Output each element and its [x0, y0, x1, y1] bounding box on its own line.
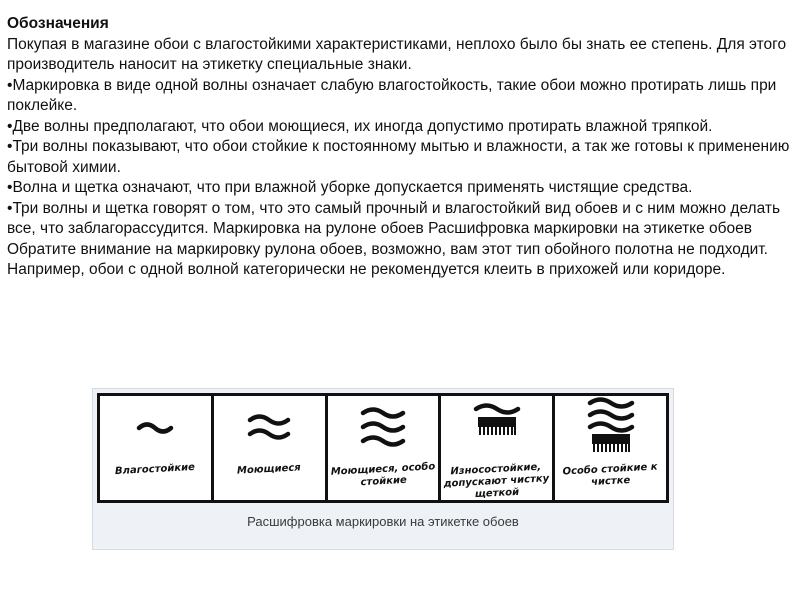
- marking-label: Моющиеся, особо стойкие: [330, 461, 436, 489]
- marking-label: Влагостойкие: [115, 461, 196, 478]
- bullet-two-waves: • Две волны предполагают, что обои моющиеся, их иногда допустимо протирать влажной тряпкой.: [7, 117, 793, 138]
- marking-table: [97, 393, 669, 503]
- wave-brush-icon: [472, 401, 522, 455]
- marking-cell: [555, 396, 666, 500]
- marking-cell: [100, 396, 214, 500]
- marking-cell: [441, 396, 555, 500]
- intro-paragraph: Покупая в магазине обои с влагостойкими характеристиками, неплохо было бы знать ее степень. Для этого производитель наносит на этикетку специальные знаки.: [7, 35, 787, 73]
- bullet-three-waves-brush: • Три волны и щетка говорят о том, что это самый прочный и влагостойкий вид обоев и с ним можно делать все, что заблагорассудится. Маркировка на рулоне обоев Расшифровка маркировки на этикетке обоев: [7, 199, 793, 240]
- outro-paragraph: Обратите внимание на маркировку рулона обоев, возможно, вам этот тип обойного полотна не подходит. Например, обои с одной волной категорически не рекомендуется клеить в прихожей или коридоре.: [7, 240, 768, 278]
- two-waves-icon: [246, 406, 292, 450]
- marking-label: Особо стойкие к чистке: [562, 461, 659, 489]
- text-block: [7, 14, 793, 281]
- three-waves-icon: [359, 403, 407, 453]
- bullet-three-waves: • Три волны показывают, что обои стойкие к постоянному мытью и влажности, а так же готовы к применению бытовой химии.: [7, 137, 793, 178]
- marking-cell: [328, 396, 442, 500]
- marking-figure: [92, 388, 674, 550]
- bullet-wave-brush: • Волна и щетка означают, что при влажной уборке допускается применять чистящие средства.: [7, 178, 793, 199]
- bullet-one-wave: • Маркировка в виде одной волны означает слабую влагостойкость, такие обои можно протирать лишь при поклейке.: [7, 76, 793, 117]
- figure-caption: Расшифровка маркировки на этикетке обоев: [247, 514, 519, 529]
- marking-cell: [214, 396, 328, 500]
- three-waves-brush-icon: [586, 397, 636, 459]
- marking-label: Моющиеся: [237, 462, 302, 477]
- marking-label: Износостойкие, допускают чистку щеткой: [443, 461, 550, 501]
- one-wave-icon: [135, 406, 175, 450]
- section-title: Обозначения: [7, 15, 109, 32]
